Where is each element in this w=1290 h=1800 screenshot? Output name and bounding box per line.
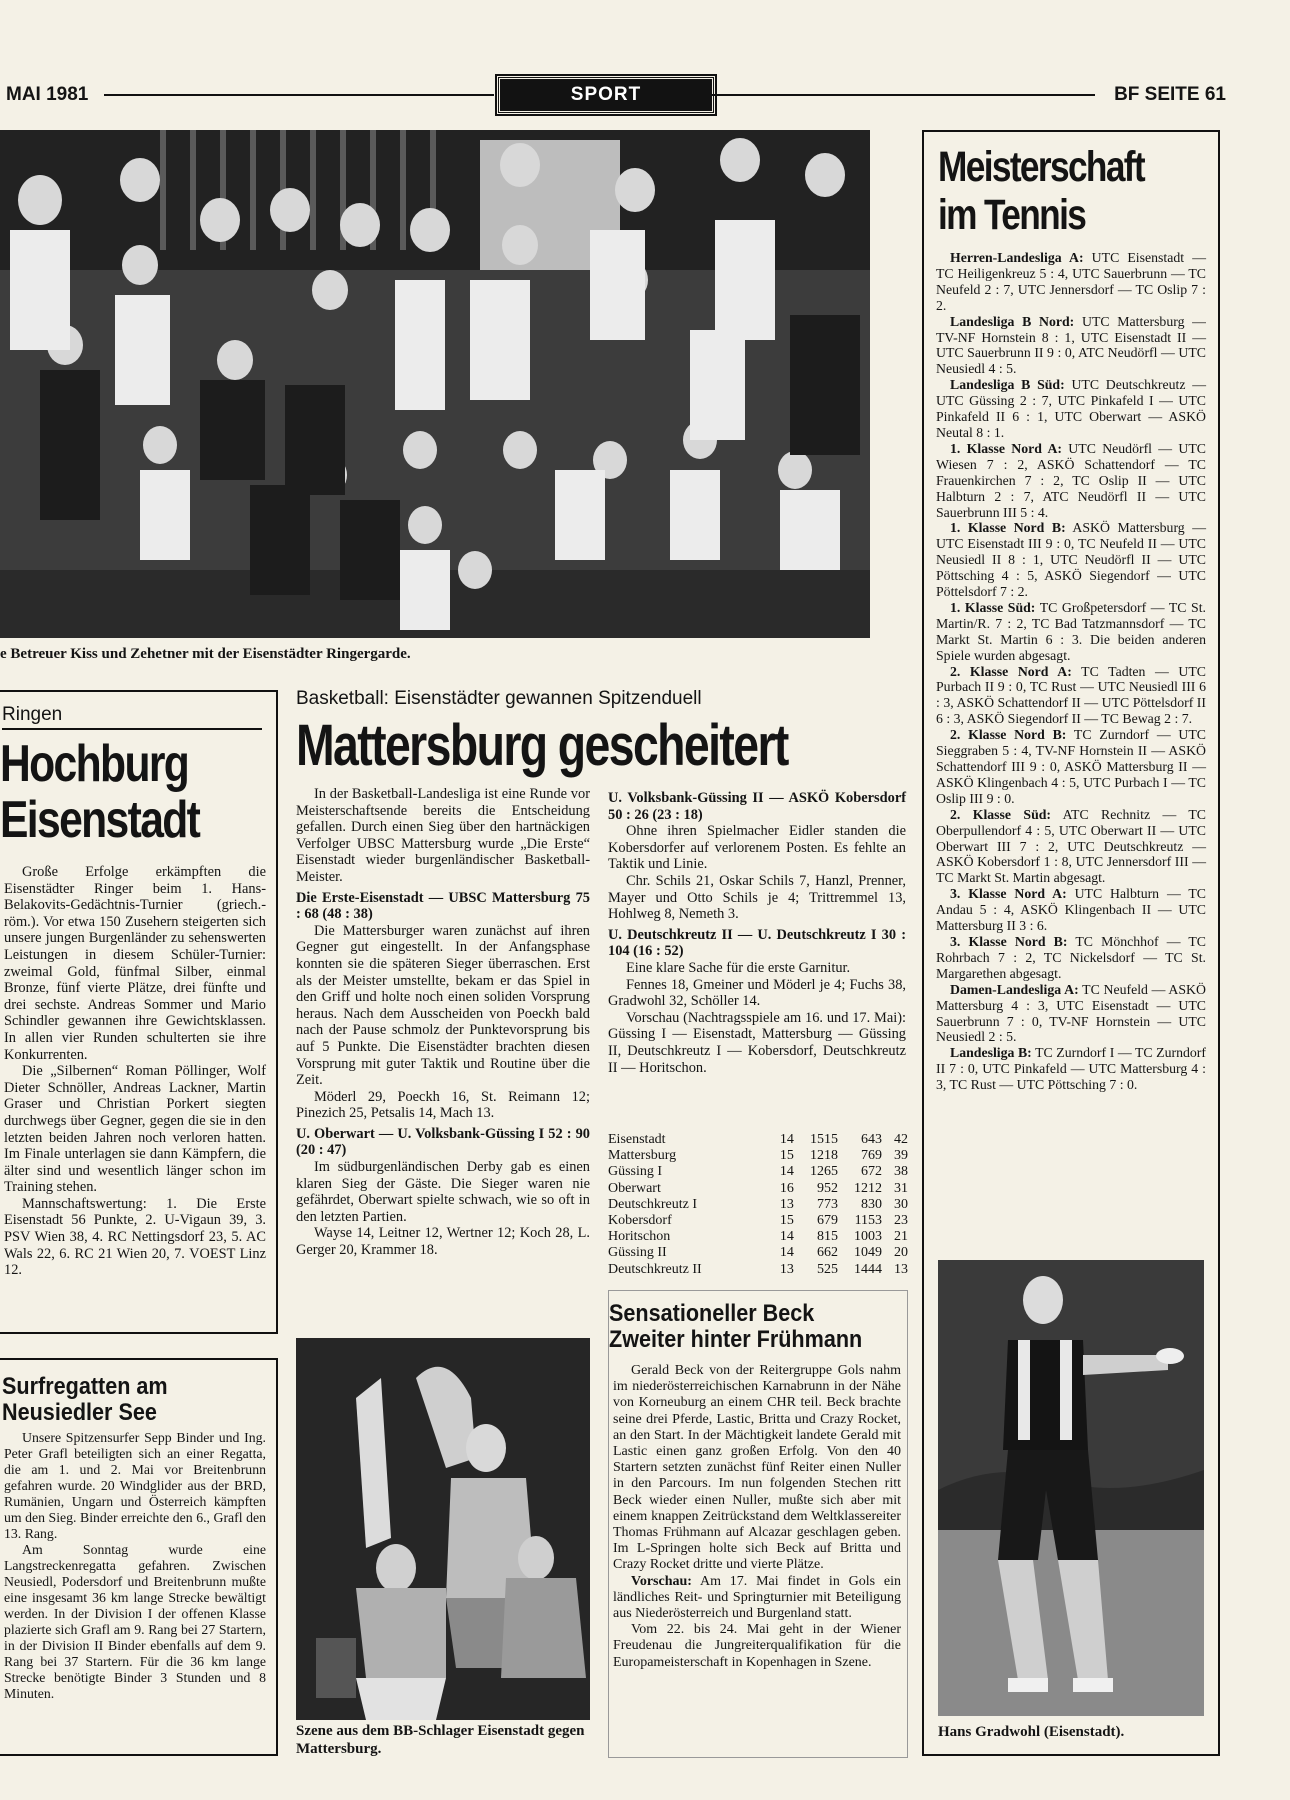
tennis-player-image	[938, 1260, 1204, 1716]
ringen-paragraph: Große Erfolge erkämpften die Eisenstädter Ringer beim 1. Hans-Belakovits-Gedächtnis-Turnier (griech.-röm.). Vor etwa 150 Zusehern steigerten sich unsere jungen Burgenländer zu sehenswerten Leistungen in diesem Schüler-Turnier: zweimal Gold, fünfmal Silber, einmal Bronze, fünf vierte Plätze, drei fünfte und drei sechste. Andreas Sommer und Mario Schindler gewannen ihre Gewichtsklassen. In allen vier Runden schulterten sie ihre Konkurrenten.	[4, 864, 266, 1063]
surf-paragraph: Am Sonntag wurde eine Langstreckenregatta gefahren. Zwischen Neusiedl, Podersdorf und Breitenbrunn mußte eine insgesamt 36 km lange Strecke bewältigt werden. In der Division I der offenen Klasse plazierte sich Grafl am 9. Rang bei 27 Startern, in der Division II Binder ebenfalls auf dem 9. Rang bei 37 Startern. Für die 36 km lange Strecke benötigte Binder 3 Stunden und 8 Minuten.	[4, 1542, 266, 1701]
tennis-league-label: 1. Klasse Nord A:	[950, 440, 1063, 456]
tennis-league-label: 3. Klasse Nord B:	[950, 933, 1068, 949]
standings-score: 38	[894, 1164, 908, 1180]
tennis-league-label: 1. Klasse Nord B:	[950, 520, 1066, 536]
beck-paragraph	[613, 1363, 901, 1574]
tennis-result-paragraph	[936, 314, 1206, 378]
tennis-result-paragraph	[936, 982, 1206, 1046]
standings-points-for: 952	[816, 1180, 838, 1196]
basketball-paragraph: In der Basketball-Landesliga ist eine Runde vor Meisterschaftsende bereits die Entscheidung gefallen. Durch einen Sieg über den hartnäckigen Verfolger UBSC Mattersburg wurde „Die Erste“ Eisenstadt wieder burgenländischer Basketball-Meister.	[296, 786, 590, 885]
beck-paragraph-text: Am 17. Mai findet in Gols ein ländliches Reit- und Springturnier mit Beteiligung aus Niederösterreich und Burgenland statt.	[613, 1573, 901, 1622]
tennis-result-paragraph	[936, 377, 1206, 441]
tennis-result-paragraph	[936, 727, 1206, 807]
tennis-league-results: UTC Eisenstadt — TC Heiligenkreuz 5 : 4, UTC Sauerbrunn — TC Neufeld 2 : 7, UTC Jennersdorf — TC Oslip 7 : 2.	[936, 250, 1206, 313]
standings-row	[608, 1229, 908, 1245]
tennis-league-label: Landesliga B Nord:	[950, 313, 1075, 329]
standings-games: 15	[779, 1148, 794, 1164]
standings-points-for: 1218	[809, 1148, 838, 1164]
tennis-league-label: 2. Klasse Nord A:	[950, 663, 1072, 679]
wrestling-team-photo	[0, 130, 870, 638]
header-rule-right	[712, 94, 1095, 96]
ringen-headline-2: Eisenstadt	[0, 791, 200, 849]
basketball-headline: Mattersburg gescheitert	[296, 713, 788, 778]
beck-paragraph-text: Gerald Beck von der Reitergruppe Gols nahm im niederösterreichischen Karnabrunn in der Nähe von Korneuburg an einem CHR teil. Beck brachte seine drei Pferde, Lastic, Britta und Crazy Rocket, an den Start. In der Mächtigkeit landete Gerald mit Lastic einen ganz großen Erfolg. Von den 40 Startern setzten zunächst fünf Reiter einen Nuller in den Parcours. Im nun folgenden Stechen ritt Beck wieder einen Nuller, mußte sich aber mit einem knappen Zeitrückstand dem Weltklassereiter Thomas Frühmann auf Alcazar geschlagen geben. Im L-Springen holte sich Beck auf Britta und Crazy Rocket dritte und vierte Plätze.	[613, 1363, 901, 1573]
standings-row	[608, 1181, 908, 1197]
standings-score: 31	[894, 1180, 908, 1196]
basketball-paragraph: Eine klare Sache für die erste Garnitur.	[626, 959, 851, 976]
basketball-paragraph: Wayse 14, Leitner 12, Wertner 12; Koch 28, L. Gerger 20, Krammer 18.	[296, 1225, 590, 1259]
standings-games: 14	[779, 1132, 794, 1147]
standings-games: 13	[779, 1261, 794, 1277]
basketball-photo	[296, 1338, 590, 1720]
standings-score: 20	[894, 1245, 908, 1261]
standings-points-for: 679	[816, 1213, 838, 1229]
ringen-paragraph: Die „Silbernen“ Roman Pöllinger, Wolf Dieter Schnöller, Andreas Lackner, Martin Graser und Christian Porkert siegten durchwegs über Gegner, gegen die sie in den letzten beiden Jahren noch verloren hatten. Im Finale unterlagen sie dann Kämpfern, die älter sind und wesentlich länger schon im Training stehen.	[4, 1063, 266, 1196]
game-result-heading: U. Volksbank-Güssing II — ASKÖ Kobersdorf 50 : 26 (23 : 18)	[608, 790, 906, 823]
beck-paragraph-label: Vorschau:	[631, 1573, 692, 1589]
standings-points-for: 1515	[809, 1132, 838, 1147]
basketball-photo-caption: Szene aus dem BB-Schlager Eisenstadt gegen Mattersburg.	[296, 1723, 585, 1757]
tennis-results	[936, 250, 1206, 1093]
standings-team: Güssing I	[608, 1164, 663, 1180]
standings-score: 13	[894, 1261, 908, 1277]
standings-row	[608, 1262, 908, 1278]
tennis-result-paragraph	[936, 441, 1206, 521]
tennis-league-results: TC Neufeld — ASKÖ Mattersburg 4 : 3, UTC Eisenstadt — UTC Sauerbrunn 7 : 0, TV-NF Hornstein — UTC Neusiedl 2 : 5.	[936, 981, 1206, 1045]
tennis-league-label: 1. Klasse Süd:	[950, 599, 1036, 615]
beck-paragraph-text: Vom 22. bis 24. Mai geht in der Wiener Freudenau die Jungreiterqualifikation für die Europameisterschaft in Kopenhagen in Szene.	[613, 1622, 901, 1670]
page-header	[0, 82, 1226, 112]
tennis-result-paragraph	[936, 600, 1206, 664]
beck-paragraph	[613, 1622, 901, 1671]
standings-team: Mattersburg	[608, 1148, 677, 1164]
surf-paragraph: Unsere Spitzensurfer Sepp Binder und Ing. Peter Grafl beteiligten sich an einer Regatta, die am 1. und 2. Mai vor Breitenbrunn gefahren wurde. 20 Windglider aus der BRD, Rumänien, Ungarn und Österreich kämpften um den Sieg. Binder erreichte den 6., Grafl den 13. Rang.	[4, 1430, 266, 1541]
tennis-league-label: Landesliga B:	[950, 1045, 1032, 1061]
tennis-result-paragraph	[936, 664, 1206, 728]
standings-points-against: 1212	[854, 1180, 883, 1196]
basketball-paragraph: Vorschau (Nachtragsspiele am 16. und 17. Mai): Güssing I — Eisenstadt, Mattersburg — Güssing II, Deutschkreutz I — Kobersdorf, Deutschkreutz II — Horitschon.	[608, 1009, 906, 1076]
standings-row	[608, 1164, 908, 1180]
tennis-headline-2: im Tennis	[938, 191, 1086, 239]
tennis-league-label: Herren-Landesliga A:	[950, 250, 1084, 265]
standings-points-against: 1003	[854, 1229, 883, 1245]
tennis-league-results: UTC Halbturn — TC Andau 5 : 4, ASKÖ Klingenbach II — UTC Mattersburg II 3 : 6.	[936, 886, 1206, 934]
basketball-column-2	[608, 786, 906, 1076]
standings-games: 16	[779, 1180, 794, 1196]
standings-team: Deutschkreutz I	[608, 1196, 698, 1212]
tennis-photo-caption: Hans Gradwohl (Eisenstadt).	[938, 1724, 1125, 1740]
ringen-headline-1: Hochburg	[0, 735, 189, 793]
tennis-result-paragraph	[936, 1045, 1206, 1093]
standings-score: 21	[894, 1229, 908, 1245]
standings-games: 15	[779, 1213, 794, 1229]
basketball-paragraph: Fennes 18, Gmeiner und Möderl je 4; Fuchs 38, Gradwohl 32, Schöller 14.	[608, 976, 906, 1010]
header-rule-left	[104, 94, 494, 96]
standings-points-against: 1153	[854, 1213, 883, 1229]
beck-paragraph	[613, 1574, 901, 1623]
basketball-scene-image	[296, 1338, 590, 1720]
tennis-league-label: Landesliga B Süd:	[950, 377, 1065, 393]
issue-date: MAI 1981	[6, 84, 89, 105]
basketball-column-1	[296, 786, 590, 1259]
tennis-league-results: UTC Mattersburg — TV-NF Hornstein 8 : 1, UTC Eisenstadt II — UTC Sauerbrunn II 9 : 0, ATC Neudörfl — UTC Neusiedl 4 : 5.	[936, 313, 1206, 377]
tennis-result-paragraph	[936, 934, 1206, 982]
standings-points-against: 1049	[854, 1245, 883, 1261]
standings-points-against: 830	[861, 1196, 883, 1212]
basketball-paragraph: Die Mattersburger waren zunächst auf ihren Gegner gut eingestellt. In der Anfangsphase konnten sie die späteren Sieger überraschen. Erst als der Meister umstellte, bekam er das Spiel in den Griff und holte noch einen soliden Vorsprung heraus. Nach dem Ausscheiden von Poeckh bald nach der Pause schmolz der Punktevorsprung bis auf 5 Punkte. Die Eisenstädter brachten diesen Vorsprung mit guter Taktik und Routine über die Zeit.	[296, 922, 590, 1089]
top-photo-caption: e Betreuer Kiss und Zehetner mit der Eisenstädter Ringergarde.	[0, 646, 411, 662]
standings-row	[608, 1245, 908, 1261]
standings-row	[608, 1132, 908, 1148]
tennis-league-results: TC Zurndorf — UTC Sieggraben 5 : 4, TV-NF Hornstein II — ASKÖ Schattendorf III 9 : 0, ASKÖ Mattersburg II — ASKÖ Klingenbach 4 : 5, UTC Purbach I — TC Oslip III 9 : 0.	[936, 727, 1207, 806]
section-label: SPORT	[497, 76, 715, 114]
standings-team: Kobersdorf	[608, 1213, 672, 1229]
standings-points-against: 1444	[854, 1261, 883, 1277]
standings-points-against: 769	[861, 1148, 883, 1164]
tennis-league-label: 2. Klasse Nord B:	[950, 727, 1067, 743]
basketball-paragraph: Ohne ihren Spielmacher Eidler standen die Kobersdorfer auf verlorenem Posten. Es fehlte an Taktik und Linie.	[608, 823, 906, 873]
standings-team: Oberwart	[608, 1180, 661, 1196]
tennis-league-results: UTC Neudörfl — UTC Wiesen 7 : 2, ASKÖ Schattendorf — TC Frauenkirchen 7 : 2, TC Oslip II — UTC Halbturn 2 : 7, ATC Neudörfl II — UTC Sauerbrunn III 5 : 4.	[936, 440, 1206, 520]
tennis-league-label: 3. Klasse Nord A:	[950, 886, 1067, 902]
tennis-result-paragraph	[936, 807, 1206, 887]
standings-games: 14	[779, 1245, 794, 1261]
tennis-result-paragraph	[936, 886, 1206, 934]
ringen-kicker-rule	[2, 728, 262, 730]
standings-score: 42	[894, 1132, 908, 1147]
standings-row	[608, 1197, 908, 1213]
tennis-result-paragraph	[936, 520, 1206, 600]
game-result-heading: U. Deutschkreutz II — U. Deutschkreutz I 30 : 104 (16 : 52)	[608, 926, 906, 960]
standings-points-against: 672	[861, 1164, 883, 1180]
ringen-kicker: Ringen	[2, 704, 63, 725]
tennis-league-results: ASKÖ Mattersburg — UTC Eisenstadt III 9 : 0, TC Neufeld II — UTC Neusiedl II 8 : 1, UTC Neudörfl II — UTC Pöttsching 4 : 5, ASKÖ Siegendorf — UTC Pöttelsdorf 7 : 2.	[936, 520, 1206, 600]
standings-team: Eisenstadt	[608, 1132, 666, 1147]
game-result-heading: U. Oberwart — U. Volksbank-Güssing I 52 : 90 (20 : 47)	[296, 1125, 590, 1159]
standings-points-for: 662	[816, 1245, 838, 1261]
tennis-league-results: ATC Rechnitz — TC Oberpullendorf 4 : 5, UTC Oberwart II — UTC Oberwart III 7 : 2, UTC Deutschkreutz — ASKÖ Kobersdorf 1 : 8, UTC Jennersdorf III — TC Markt St. Martin abgesagt.	[936, 806, 1206, 886]
tennis-league-results: UTC Deutschkreutz — UTC Güssing 2 : 7, UTC Pinkafeld I — UTC Pinkafeld II 6 : 1, UTC Oberwart — ASKÖ Neutal 8 : 1.	[936, 377, 1206, 440]
standings-games: 14	[779, 1229, 794, 1245]
basketball-paragraph: Im südburgenländischen Derby gab es einen klaren Sieg der Gäste. Die Sieger waren nie gefährdet, Oberwart spielte schwach, wie so oft in den letzten Partien.	[296, 1159, 590, 1225]
standings-score: 23	[894, 1213, 908, 1229]
tennis-league-results: TC Großpetersdorf — TC St. Martin/R. 7 : 2, TC Bad Tatzmannsdorf — TC Markt St. Martin 6 : 3. Die beiden anderen Spiele wurden abgesagt.	[936, 599, 1206, 663]
tennis-league-results: TC Mönchhof — TC Rohrbach 7 : 2, TC Nickelsdorf — TC St. Margarethen abgesagt.	[936, 933, 1206, 981]
basketball-paragraph: Möderl 29, Poeckh 16, St. Reimann 12; Pinezich 25, Petsalis 14, Mach 13.	[296, 1088, 590, 1122]
tennis-league-results: TC Zurndorf I — TC Zurndorf II 7 : 0, UTC Pinkafeld — UTC Mattersburg 4 : 3, TC Rust — UTC Pöttsching 7 : 0.	[936, 1045, 1206, 1093]
ringen-paragraph: Mannschaftswertung: 1. Die Erste Eisenstadt 56 Punkte, 2. U-Vigaun 39, 3. PSV Wien 38, 4. RC Nettingsdorf 23, 5. AC Wals 22, 6. RC 21 Wien 20, 7. VOEST Linz 12.	[4, 1195, 266, 1279]
game-result-heading: Die Erste-Eisenstadt — UBSC Mattersburg 75 : 68 (48 : 38)	[296, 889, 590, 923]
tennis-league-results: TC Tadten — UTC Purbach II 9 : 0, TC Rust — UTC Neusiedl III 6 : 3, ASKÖ Schattendorf II — UTC Pöttelsdorf II 6 : 3, ASKÖ Siegendorf II — TC Bewag 2 : 7.	[936, 663, 1206, 727]
standings-games: 13	[779, 1196, 794, 1212]
standings-score: 39	[894, 1148, 908, 1164]
basketball-standings-table	[608, 1132, 908, 1278]
ringen-box	[0, 690, 278, 1334]
ringen-article	[4, 864, 266, 1279]
wrestling-team-image	[0, 130, 870, 638]
beck-headline-1: Sensationeller Beck	[609, 1300, 815, 1327]
standings-points-for: 773	[816, 1196, 838, 1212]
tennis-result-paragraph	[936, 250, 1206, 314]
beck-box	[608, 1290, 908, 1758]
tennis-league-label: Damen-Landesliga A:	[950, 981, 1079, 997]
surf-headline-2: Neusiedler See	[2, 1399, 157, 1426]
standings-score: 30	[894, 1196, 908, 1212]
standings-points-for: 815	[816, 1229, 838, 1245]
standings-team: Deutschkreutz II	[608, 1261, 702, 1277]
surf-box	[0, 1358, 278, 1756]
tennis-box	[922, 130, 1220, 1756]
tennis-headline-1: Meisterschaft	[938, 143, 1144, 191]
page-number: BF SEITE 61	[1114, 84, 1226, 105]
standings-games: 14	[779, 1164, 794, 1180]
beck-headline-2: Zweiter hinter Frühmann	[609, 1326, 863, 1353]
tennis-league-label: 2. Klasse Süd:	[950, 806, 1052, 822]
tennis-player-photo	[938, 1260, 1204, 1716]
beck-article	[613, 1363, 901, 1671]
standings-row	[608, 1148, 908, 1164]
standings-team: Güssing II	[608, 1245, 667, 1261]
surf-headline-1: Surfregatten am	[2, 1373, 168, 1400]
standings-row	[608, 1213, 908, 1229]
basketball-kicker: Basketball: Eisenstädter gewannen Spitzenduell	[296, 688, 702, 709]
standings-points-for: 1265	[809, 1164, 838, 1180]
standings-points-for: 525	[816, 1261, 838, 1277]
basketball-paragraph: Chr. Schils 21, Oskar Schils 7, Hanzl, Prenner, Mayer und Otto Schils je 4; Trittremmel 13, Hohlweg 8, Nemeth 3.	[608, 872, 906, 923]
surf-article	[4, 1430, 266, 1702]
standings-team: Horitschon	[608, 1229, 671, 1245]
standings-points-against: 643	[861, 1132, 883, 1147]
